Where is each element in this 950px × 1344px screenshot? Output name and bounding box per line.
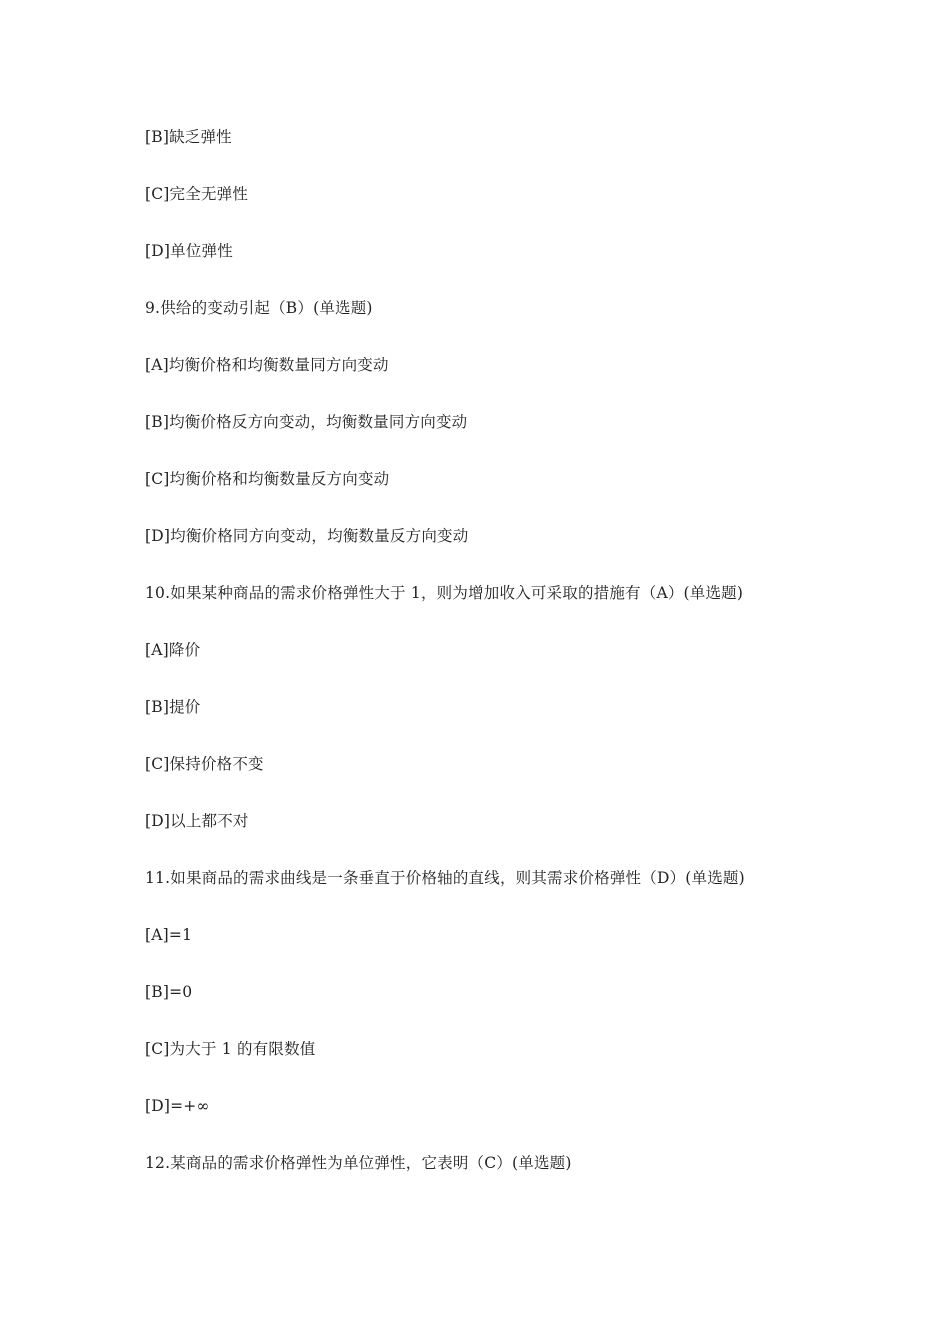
question-9-option-c: [C]均衡价格和均衡数量反方向变动 xyxy=(145,470,390,488)
question-10-option-d: [D]以上都不对 xyxy=(145,812,249,830)
option-d-unit-elastic: [D]单位弹性 xyxy=(145,242,233,260)
question-11-option-c: [C]为大于 1 的有限数值 xyxy=(145,1040,316,1058)
question-10-option-c: [C]保持价格不变 xyxy=(145,755,264,773)
question-11: 11.如果商品的需求曲线是一条垂直于价格轴的直线，则其需求价格弹性（D）(单选题) xyxy=(145,869,745,887)
question-11-option-d: [D]=+∞ xyxy=(145,1097,210,1115)
question-11-option-b: [B]=0 xyxy=(145,983,193,1001)
question-9-option-b: [B]均衡价格反方向变动，均衡数量同方向变动 xyxy=(145,413,468,431)
question-10-option-a: [A]降价 xyxy=(145,641,201,659)
option-c-perfectly-inelastic: [C]完全无弹性 xyxy=(145,185,249,203)
question-9-option-d: [D]均衡价格同方向变动，均衡数量反方向变动 xyxy=(145,527,469,545)
question-10: 10.如果某种商品的需求价格弹性大于 1，则为增加收入可采取的措施有（A）(单选题) xyxy=(145,584,744,602)
question-12: 12.某商品的需求价格弹性为单位弹性，它表明（C）(单选题) xyxy=(145,1154,572,1172)
question-10-option-b: [B]提价 xyxy=(145,698,201,716)
question-9-option-a: [A]均衡价格和均衡数量同方向变动 xyxy=(145,356,389,374)
question-9: 9.供给的变动引起（B）(单选题) xyxy=(145,299,373,317)
question-text-block xyxy=(145,125,905,1208)
question-11-option-a: [A]=1 xyxy=(145,926,193,944)
option-b-lacks-elasticity: [B]缺乏弹性 xyxy=(145,128,232,146)
